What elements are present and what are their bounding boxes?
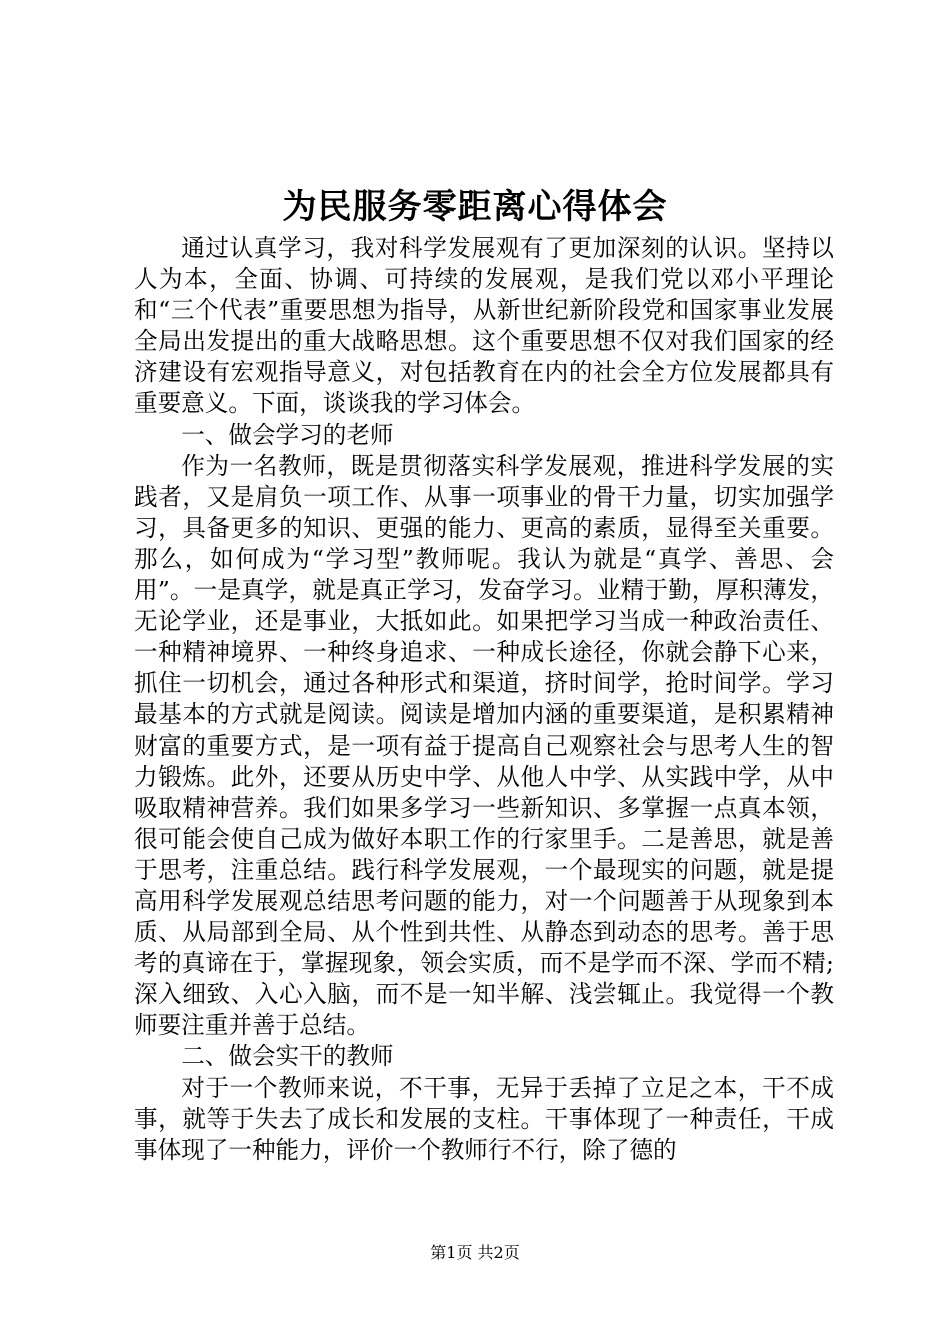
page-footer: 第1页 共2页 xyxy=(430,1243,520,1262)
section-heading-1: 一、做会学习的老师 xyxy=(181,420,394,449)
section-heading-2: 二、做会实干的教师 xyxy=(181,1042,394,1071)
section-2-paragraph: 对于一个教师来说，不干事，无异于丢掉了立足之本，干不成事，就等于失去了成长和发展的支柱。干事体现了一种责任，干成事体现了一种能力，评价一个教师行不行，除了德的 xyxy=(134,1073,834,1164)
section-1-paragraph: 作为一名教师，既是贯彻落实科学发展观，推进科学发展的实践者，又是肩负一项工作、从事一项事业的骨干力量，切实加强学习，具备更多的知识、更强的能力、更高的素质，显得至关重要。那么，如何成为“学习型”教师呢。我认为就是“真学、善思、会用”。一是真学，就是真正学习，发奋学习。业精于勤，厚积薄发，无论学业，还是事业，大抵如此。如果把学习当成一种政治责任、一种精神境界、一种终身追求、一种成长途径，你就会静下心来，抓住一切机会，通过各种形式和渠道，挤时间学，抢时间学。学习最基本的方式就是阅读。阅读是增加内涵的重要渠道，是积累精神财富的重要方式，是一项有益于提高自己观察社会与思考人生的智力锻炼。此外，还要从历史中学、从他人中学、从实践中学，从中吸取精神营养。我们如果多学习一些新知识、多掌握一点真本领，很可能会使自己成为做好本职工作的行家里手。二是善思，就是善于思考，注重总结。践行科学发展观，一个最现实的问题，就是提高用科学发展观总结思考问题的能力，对一个问题善于从现象到本质、从局部到全局、从个性到共性、从静态到动态的思考。善于思考的真谛在于，掌握现象，领会实质，而不是学而不深、学而不精;深入细致、入心入脑，而不是一知半解、浅尝辄止。我觉得一个教师要注重并善于总结。 xyxy=(134,451,834,1040)
intro-paragraph: 通过认真学习，我对科学发展观有了更加深刻的认识。坚持以人为本，全面、协调、可持续的发展观，是我们党以邓小平理论和“三个代表”重要思想为指导，从新世纪新阶段党和国家事业发展全局出发提出的重大战略思想。这个重要思想不仅对我们国家的经济建设有宏观指导意义，对包括教育在内的社会全方位发展都具有重要意义。下面，谈谈我的学习体会。 xyxy=(134,234,834,418)
document-body xyxy=(134,233,834,1166)
document-title: 为民服务零距离心得体会 xyxy=(282,187,668,227)
